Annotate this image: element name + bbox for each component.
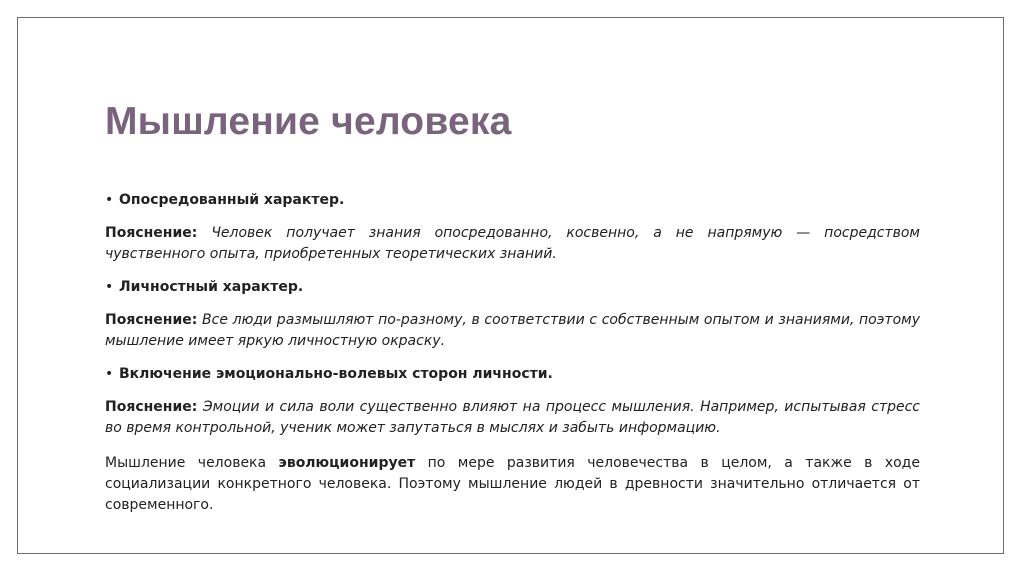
bullet-text: Включение эмоционально-волевых сторон личности. xyxy=(119,366,553,382)
bullet-item xyxy=(105,277,920,298)
explanation-paragraph xyxy=(105,310,920,352)
bullet-item xyxy=(105,364,920,385)
explanation-paragraph xyxy=(105,397,920,439)
slide-title: Мышление человека xyxy=(105,100,512,143)
summary-text-after: по мере развития человечества в целом, а также в ходе социализации конкретного человека. Поэтому мышление людей в древности значительно отличается от современного. xyxy=(105,455,920,513)
slide-content xyxy=(105,190,920,528)
bullet-text: Опосредованный характер. xyxy=(119,192,345,208)
explanation-label: Пояснение: xyxy=(105,225,198,241)
explanation-text: Эмоции и сила воли существенно влияют на процесс мышления. Например, испытывая стресс во время контрольной, ученик может запутаться в мыслях и забыть информацию. xyxy=(105,399,920,436)
bullet-dot-icon: • xyxy=(105,192,114,208)
summary-paragraph xyxy=(105,453,920,516)
bullet-dot-icon: • xyxy=(105,366,114,382)
explanation-paragraph xyxy=(105,223,920,265)
bullet-dot-icon: • xyxy=(105,279,114,295)
explanation-label: Пояснение: xyxy=(105,399,198,415)
explanation-text: Все люди размышляют по-разному, в соответствии с собственным опытом и знаниями, поэтому мышление имеет яркую личностную окраску. xyxy=(105,312,921,349)
bullet-item xyxy=(105,190,920,211)
summary-emphasis: эволюционирует xyxy=(278,455,416,471)
bullet-text: Личностный характер. xyxy=(119,279,304,295)
slide xyxy=(17,17,1004,554)
explanation-text: Человек получает знания опосредованно, косвенно, а не напрямую — посредством чувственного опыта, приобретенных теоретических знаний. xyxy=(105,225,920,262)
explanation-label: Пояснение: xyxy=(105,312,198,328)
summary-text-before: Мышление человека xyxy=(105,455,279,471)
